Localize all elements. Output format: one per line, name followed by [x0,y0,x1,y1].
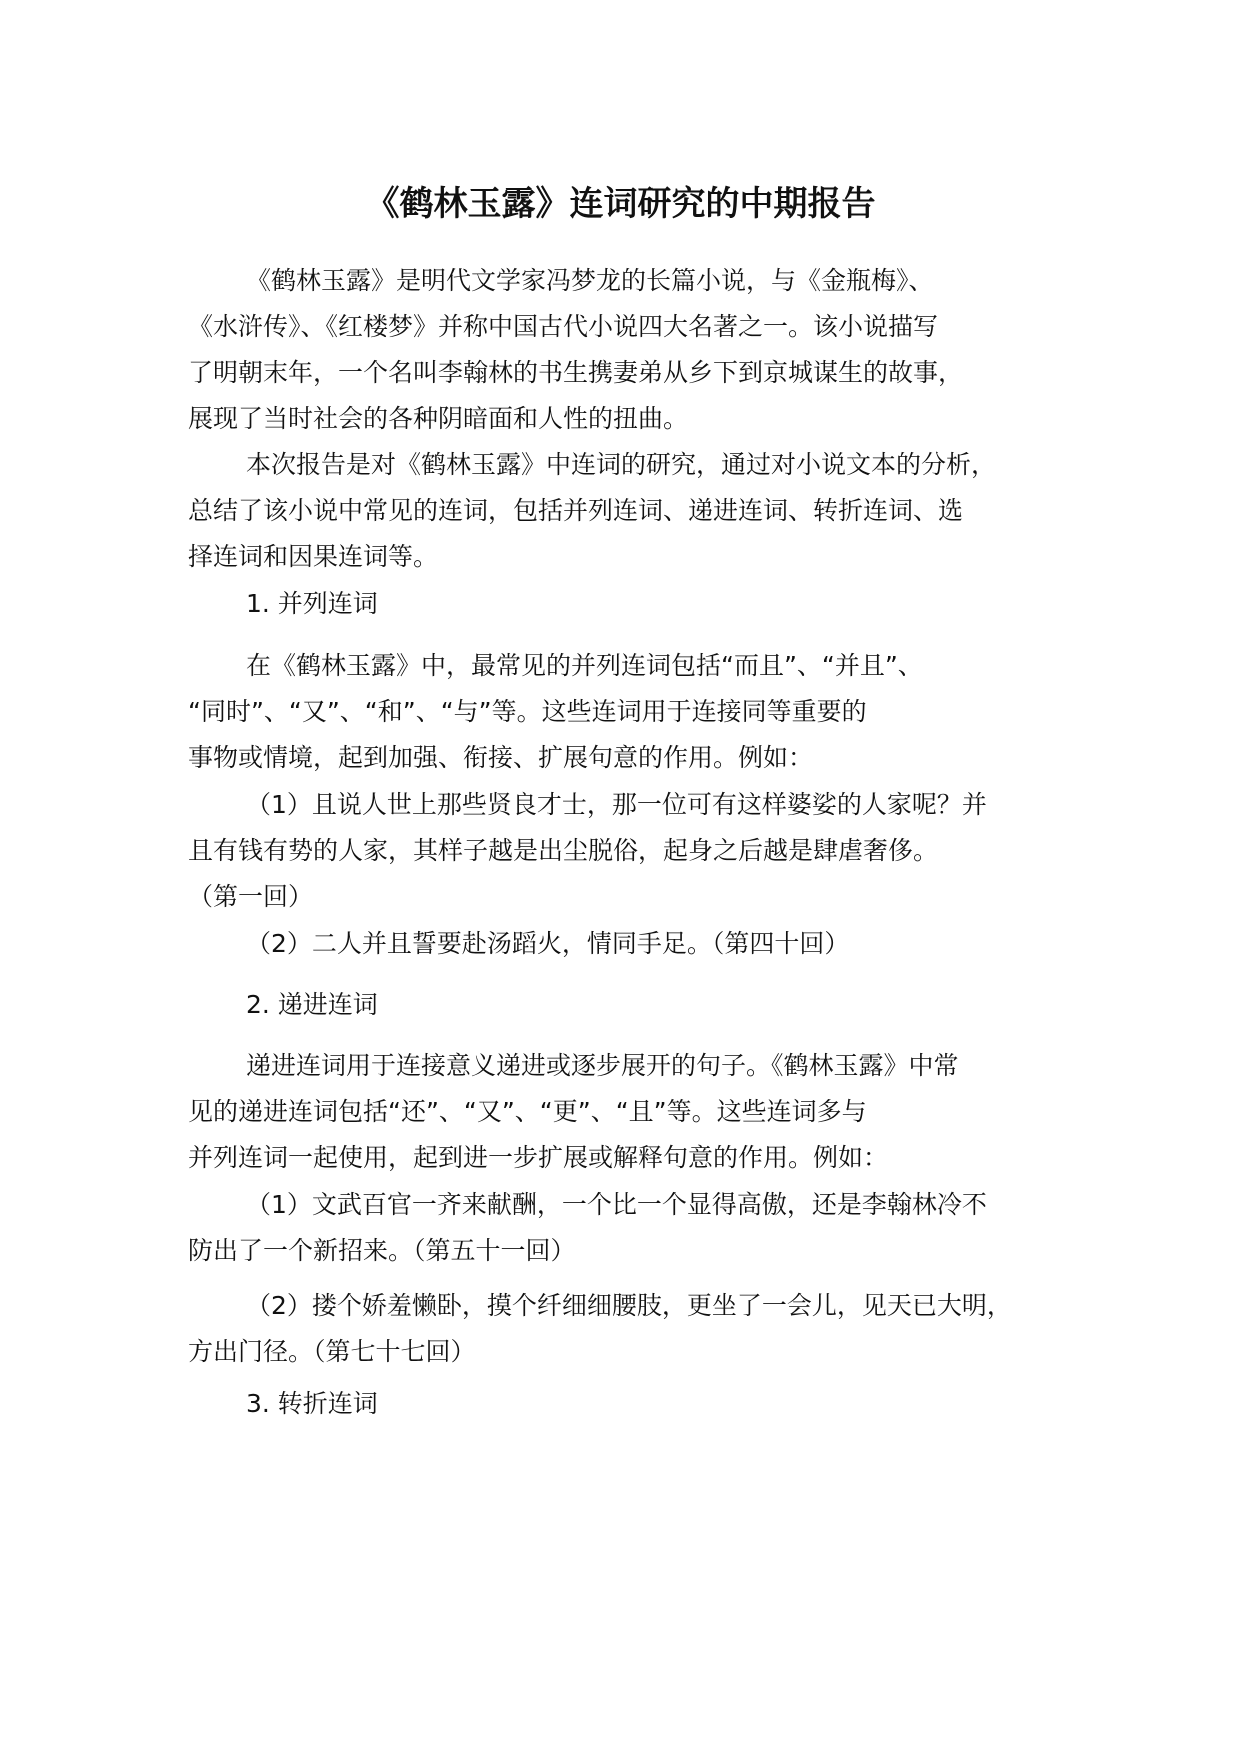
paragraph-line: （1）且说人世上那些贤良才士，那一位可有这样婆娑的人家呢？并 [246,790,987,819]
progressive-paragraph [188,1043,1088,1181]
paragraph-line: 方出门径。（第七十七回） [188,1337,476,1366]
document-title: 《鹤林玉露》连词研究的中期报告 [365,184,876,224]
coordinating-paragraph [188,643,1088,781]
paragraph-line: 在《鹤林玉露》中，最常见的并列连词包括“而且”、“并且”、 [246,651,923,680]
paragraph-line: （2）二人并且誓要赴汤蹈火，情同手足。（第四十回） [246,929,850,958]
coordinating-example-1 [188,782,1088,920]
paragraph-line: 展现了当时社会的各种阴暗面和人性的扭曲。 [188,404,689,433]
paragraph-line: 且有钱有势的人家，其样子越是出尘脱俗，起身之后越是肆虐奢侈。 [188,836,939,865]
section-heading: 1. 并列连词 [246,589,378,618]
paragraph-line: 择连词和因果连词等。 [188,542,439,571]
coordinating-example-2 [188,921,1088,967]
section-heading: 3. 转折连词 [246,1389,378,1418]
paragraph-line: “同时”、“又”、“和”、“与”等。这些连词用于连接同等重要的 [188,697,867,726]
paragraph-line: （2）搂个娇羞懒卧，摸个纤细细腰肢，更坐了一会儿，见天已大明， [246,1291,1012,1320]
paragraph-line: 《鹤林玉露》是明代文学家冯梦龙的长篇小说，与《金瓶梅》、 [246,266,934,295]
paragraph-line: 防出了一个新招来。（第五十一回） [188,1236,576,1265]
intro-paragraph [188,258,1088,442]
paragraph-line: 了明朝末年，一个名叫李翰林的书生携妻弟从乡下到京城谋生的故事， [188,358,964,387]
paragraph-line: 并列连词一起使用，起到进一步扩展或解释句意的作用。例如： [188,1143,889,1172]
paragraph-line: 本次报告是对《鹤林玉露》中连词的研究，通过对小说文本的分析， [246,450,997,479]
paragraph-line: （第一回） [188,882,314,911]
section-heading-adversative [188,1381,1088,1427]
paragraph-line: 递进连词用于连接意义递进或逐步展开的句子。《鹤林玉露》中常 [246,1051,959,1080]
section-heading: 2. 递进连词 [246,990,378,1019]
section-heading-coordinating [188,581,1088,627]
paragraph-line: 《水浒传》、《红楼梦》并称中国古代小说四大名著之一。该小说描写 [188,312,939,341]
progressive-example-2 [188,1283,1088,1375]
scope-paragraph [188,442,1088,580]
paragraph-line: （1）文武百官一齐来献酬，一个比一个显得高傲，还是李翰林冷不 [246,1190,987,1219]
paragraph-line: 见的递进连词包括“还”、“又”、“更”、“且”等。这些连词多与 [188,1097,867,1126]
paragraph-line: 总结了该小说中常见的连词，包括并列连词、递进连词、转折连词、选 [188,496,964,525]
paragraph-line: 事物或情境，起到加强、衔接、扩展句意的作用。例如： [188,743,814,772]
section-heading-progressive [188,982,1088,1028]
progressive-example-1 [188,1182,1088,1274]
